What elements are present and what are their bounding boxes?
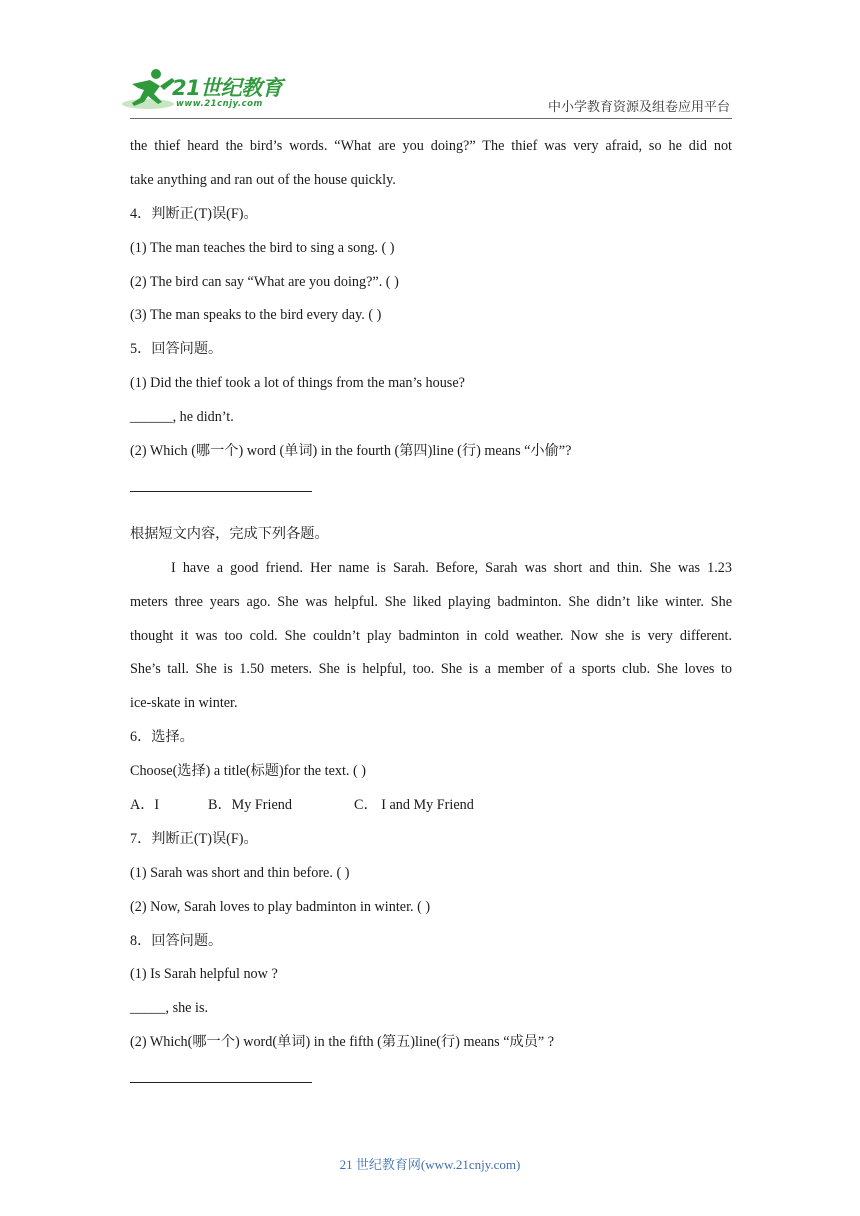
header-platform-text: 中小学教育资源及组卷应用平台 xyxy=(547,100,730,115)
answer-blank-line xyxy=(130,469,312,492)
question-7-item-2: (2) Now, Sarah loves to play badminton in winter. ( ) xyxy=(130,898,431,915)
question-5-a1: ______, he didn’t. xyxy=(130,409,234,426)
option-a: A．I xyxy=(130,797,160,814)
logo-url: www.21cnjy.com xyxy=(176,99,263,109)
logo xyxy=(120,66,290,116)
option-c: C． I and My Friend xyxy=(354,797,474,814)
document-body xyxy=(130,130,732,1083)
answer-blank-line xyxy=(130,1060,312,1083)
question-4-item-2: (2) The bird can say “What are you doing?”. ( ) xyxy=(130,273,399,290)
runner-logo-icon xyxy=(120,66,180,114)
question-5-q2: (2) Which (哪一个) word (单词) in the fourth (第四)line (行) means “小偷”? xyxy=(130,443,572,460)
question-8-a1: _____, she is. xyxy=(130,1000,209,1017)
section-2-instruction: 根据短文内容，完成下列各题。 xyxy=(130,525,329,542)
option-b: B．My Friend xyxy=(208,797,292,814)
page-header xyxy=(0,0,860,120)
header-divider xyxy=(130,118,732,119)
passage-line: She’s tall. She is 1.50 meters. She is helpful, too. She is a member of a sports club. She loves to xyxy=(130,661,732,678)
passage-line: I have a good friend. Her name is Sarah. Before, Sarah was short and thin. She was 1.23 xyxy=(171,559,732,576)
question-4-item-3: (3) The man speaks to the bird every day. ( ) xyxy=(130,307,382,324)
question-8-title: 8．回答问题。 xyxy=(130,932,223,949)
question-7-title: 7．判断正(T)误(F)。 xyxy=(130,830,258,847)
passage-line: thought it was too cold. She couldn’t play badminton in cold weather. Now she is very different. xyxy=(130,627,732,644)
passage-line: the thief heard the bird’s words. “What are you doing?” The thief was very afraid, so he did not xyxy=(130,138,732,154)
question-8-q1: (1) Is Sarah helpful now ? xyxy=(130,966,278,983)
question-5-q1: (1) Did the thief took a lot of things from the man’s house? xyxy=(130,375,465,392)
question-8-q2: (2) Which(哪一个) word(单词) in the fifth (第五)line(行) means “成员” ? xyxy=(130,1034,555,1051)
question-6-title: 6．选择。 xyxy=(130,729,194,746)
passage-line: ice-skate in winter. xyxy=(130,695,238,712)
passage-line: take anything and ran out of the house quickly. xyxy=(130,171,396,188)
question-5-title: 5．回答问题。 xyxy=(130,341,223,358)
logo-text: 21世纪教育 xyxy=(172,76,283,100)
question-4-item-1: (1) The man teaches the bird to sing a song. ( ) xyxy=(130,239,395,256)
question-6-question: Choose(选择) a title(标题)for the text. ( ) xyxy=(130,763,366,780)
page-footer: 21 世纪教育网(www.21cnjy.com) xyxy=(339,1157,521,1172)
passage-line: meters three years ago. She was helpful. She liked playing badminton. She didn’t like winter. She xyxy=(130,593,732,610)
question-6-options xyxy=(130,789,732,823)
question-4-title: 4．判断正(T)误(F)。 xyxy=(130,205,258,222)
question-7-item-1: (1) Sarah was short and thin before. ( ) xyxy=(130,864,350,881)
